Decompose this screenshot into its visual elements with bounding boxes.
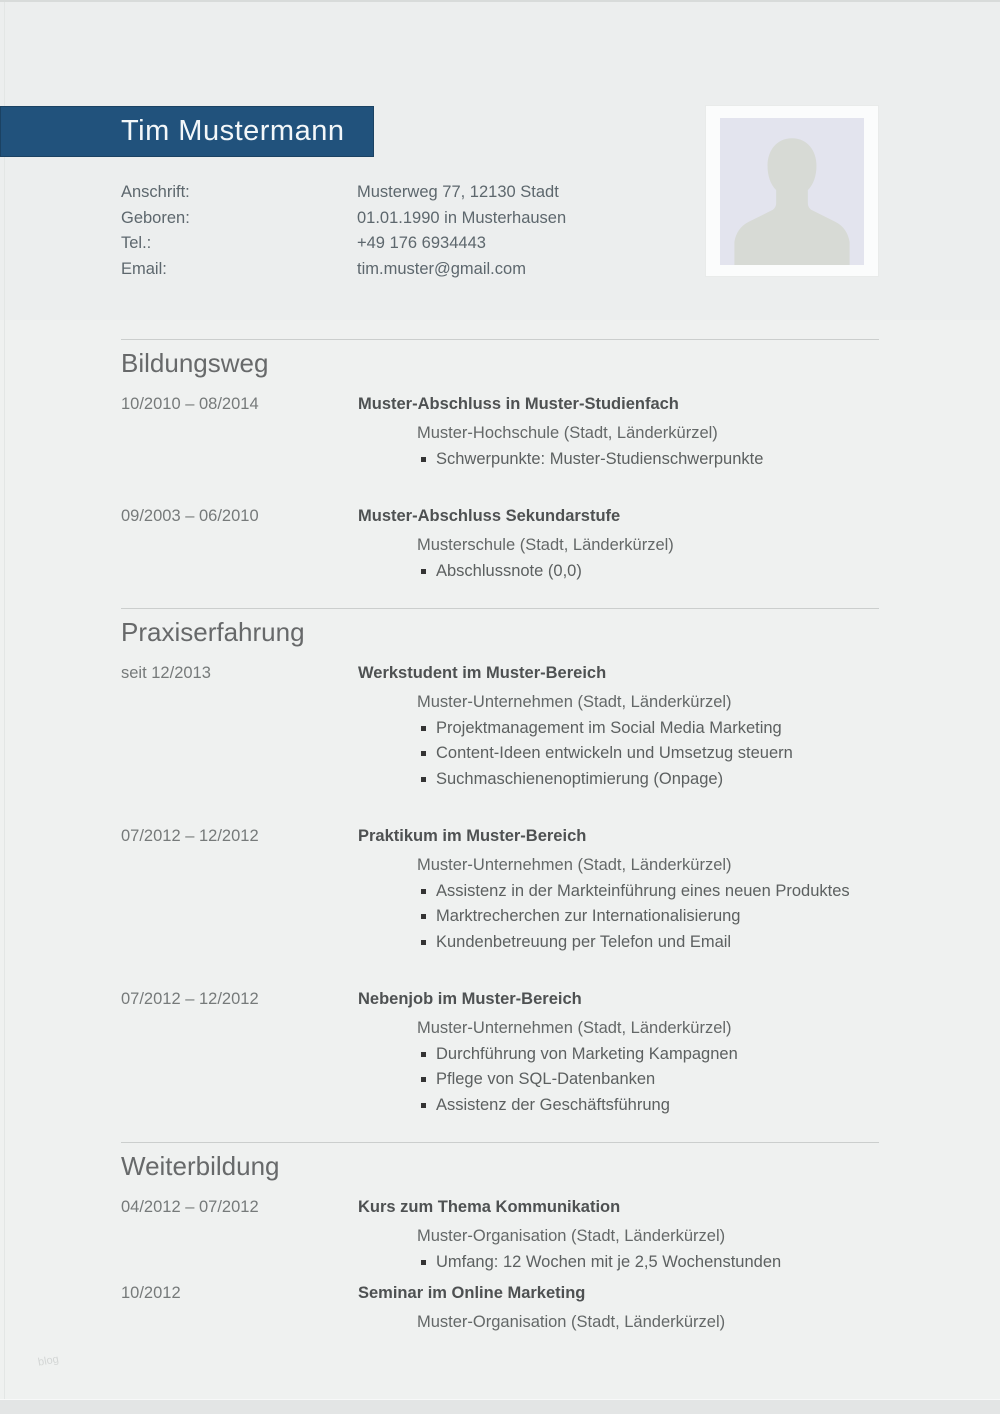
entries bbox=[121, 392, 879, 584]
section-title: Weiterbildung bbox=[121, 1151, 280, 1181]
entry-body bbox=[358, 504, 879, 584]
entry-organization: Muster-Unternehmen (Stadt, Länderkürzel) bbox=[417, 1019, 732, 1037]
entry-date: 04/2012 – 07/2012 bbox=[121, 1198, 259, 1216]
cv-entry bbox=[121, 987, 879, 1118]
contact-label: Anschrift: bbox=[121, 183, 190, 201]
entries bbox=[121, 661, 879, 1118]
entry-title: Kurs zum Thema Kommunikation bbox=[358, 1198, 621, 1216]
contact-block bbox=[121, 180, 566, 282]
bullet-item: Pflege von SQL-Datenbanken bbox=[421, 1067, 879, 1093]
bullet-list bbox=[358, 447, 879, 473]
cv-entry bbox=[121, 1195, 879, 1275]
sections bbox=[121, 339, 879, 1366]
entry-organization: Muster-Unternehmen (Stadt, Länderkürzel) bbox=[417, 856, 732, 874]
bullet-list bbox=[358, 559, 879, 585]
entry-body bbox=[358, 824, 879, 955]
section-title: Praxiserfahrung bbox=[121, 617, 305, 647]
bullet-item: Assistenz der Geschäftsführung bbox=[421, 1093, 879, 1119]
entry-organization: Musterschule (Stadt, Länderkürzel) bbox=[417, 536, 674, 554]
watermark-text: blog bbox=[37, 1353, 60, 1369]
photo-placeholder bbox=[720, 118, 864, 265]
entry-date: 10/2010 – 08/2014 bbox=[121, 395, 259, 413]
bullet-item: Projektmanagement im Social Media Marketing bbox=[421, 716, 879, 742]
entry-organization: Muster-Hochschule (Stadt, Länderkürzel) bbox=[417, 424, 718, 442]
entry-date: 07/2012 – 12/2012 bbox=[121, 990, 259, 1008]
bullet-item: Schwerpunkte: Muster-Studienschwerpunkte bbox=[421, 447, 879, 473]
entry-body bbox=[358, 1195, 879, 1275]
cv-entry bbox=[121, 392, 879, 472]
bullet-item: Assistenz in der Markteinführung eines neuen Produktes bbox=[421, 879, 879, 905]
cv-entry bbox=[121, 661, 879, 792]
person-name: Tim Mustermann bbox=[121, 115, 345, 147]
entries bbox=[121, 1195, 879, 1336]
bullet-item: Marktrecherchen zur Internationalisierung bbox=[421, 904, 879, 930]
bullet-item: Durchführung von Marketing Kampagnen bbox=[421, 1042, 879, 1068]
photo-frame bbox=[705, 105, 879, 277]
cv-section bbox=[121, 339, 879, 608]
entry-date: seit 12/2013 bbox=[121, 664, 211, 682]
bullet-item: Umfang: 12 Wochen mit je 2,5 Wochenstunden bbox=[421, 1250, 879, 1276]
contact-value: tim.muster@gmail.com bbox=[357, 259, 526, 278]
contact-row bbox=[121, 231, 566, 257]
bottom-strip bbox=[0, 1399, 1000, 1414]
entry-organization: Muster-Unternehmen (Stadt, Länderkürzel) bbox=[417, 693, 732, 711]
entry-date: 07/2012 – 12/2012 bbox=[121, 827, 259, 845]
cv-entry bbox=[121, 1281, 879, 1336]
entry-body bbox=[358, 1281, 879, 1336]
bullet-item: Abschlussnote (0,0) bbox=[421, 559, 879, 585]
bullet-item: Suchmaschienenoptimierung (Onpage) bbox=[421, 767, 879, 793]
contact-value: Musterweg 77, 12130 Stadt bbox=[357, 183, 559, 201]
entry-body bbox=[358, 987, 879, 1118]
entry-title: Werkstudent im Muster-Bereich bbox=[358, 664, 607, 682]
bullet-item: Kundenbetreuung per Telefon und Email bbox=[421, 930, 879, 956]
cv-entry bbox=[121, 824, 879, 955]
contact-value: 01.01.1990 in Musterhausen bbox=[357, 208, 567, 227]
entry-title: Muster-Abschluss Sekundarstufe bbox=[358, 507, 621, 525]
entry-title: Seminar im Online Marketing bbox=[358, 1284, 586, 1302]
contact-label: Email: bbox=[121, 259, 167, 278]
section-divider bbox=[121, 608, 879, 609]
cv-section bbox=[121, 1142, 879, 1366]
section-divider bbox=[121, 1142, 879, 1143]
entry-organization: Muster-Organisation (Stadt, Länderkürzel) bbox=[417, 1227, 726, 1245]
entry-organization: Muster-Organisation (Stadt, Länderkürzel) bbox=[417, 1313, 726, 1331]
person-silhouette-icon bbox=[720, 118, 864, 265]
bullet-list bbox=[358, 879, 879, 956]
cv-section bbox=[121, 608, 879, 1142]
section-divider bbox=[121, 339, 879, 340]
name-banner bbox=[0, 106, 374, 157]
entry-title: Muster-Abschluss in Muster-Studienfach bbox=[358, 395, 679, 413]
entry-title: Praktikum im Muster-Bereich bbox=[358, 827, 587, 845]
bullet-item: Content-Ideen entwickeln und Umsetzug steuern bbox=[421, 741, 879, 767]
page-edge-line bbox=[4, 2, 5, 1414]
contact-row bbox=[121, 206, 566, 232]
cv-entry bbox=[121, 504, 879, 584]
entry-body bbox=[358, 661, 879, 792]
section-title: Bildungsweg bbox=[121, 348, 269, 378]
contact-row bbox=[121, 257, 566, 283]
bullet-list bbox=[358, 1042, 879, 1119]
contact-label: Geboren: bbox=[121, 208, 190, 227]
contact-row bbox=[121, 180, 566, 206]
bullet-list bbox=[358, 716, 879, 793]
entry-title: Nebenjob im Muster-Bereich bbox=[358, 990, 582, 1008]
entry-date: 09/2003 – 06/2010 bbox=[121, 507, 259, 525]
bullet-list bbox=[358, 1250, 879, 1276]
contact-label: Tel.: bbox=[121, 234, 152, 252]
entry-body bbox=[358, 392, 879, 472]
entry-date: 10/2012 bbox=[121, 1284, 181, 1302]
contact-value: +49 176 6934443 bbox=[357, 234, 486, 252]
